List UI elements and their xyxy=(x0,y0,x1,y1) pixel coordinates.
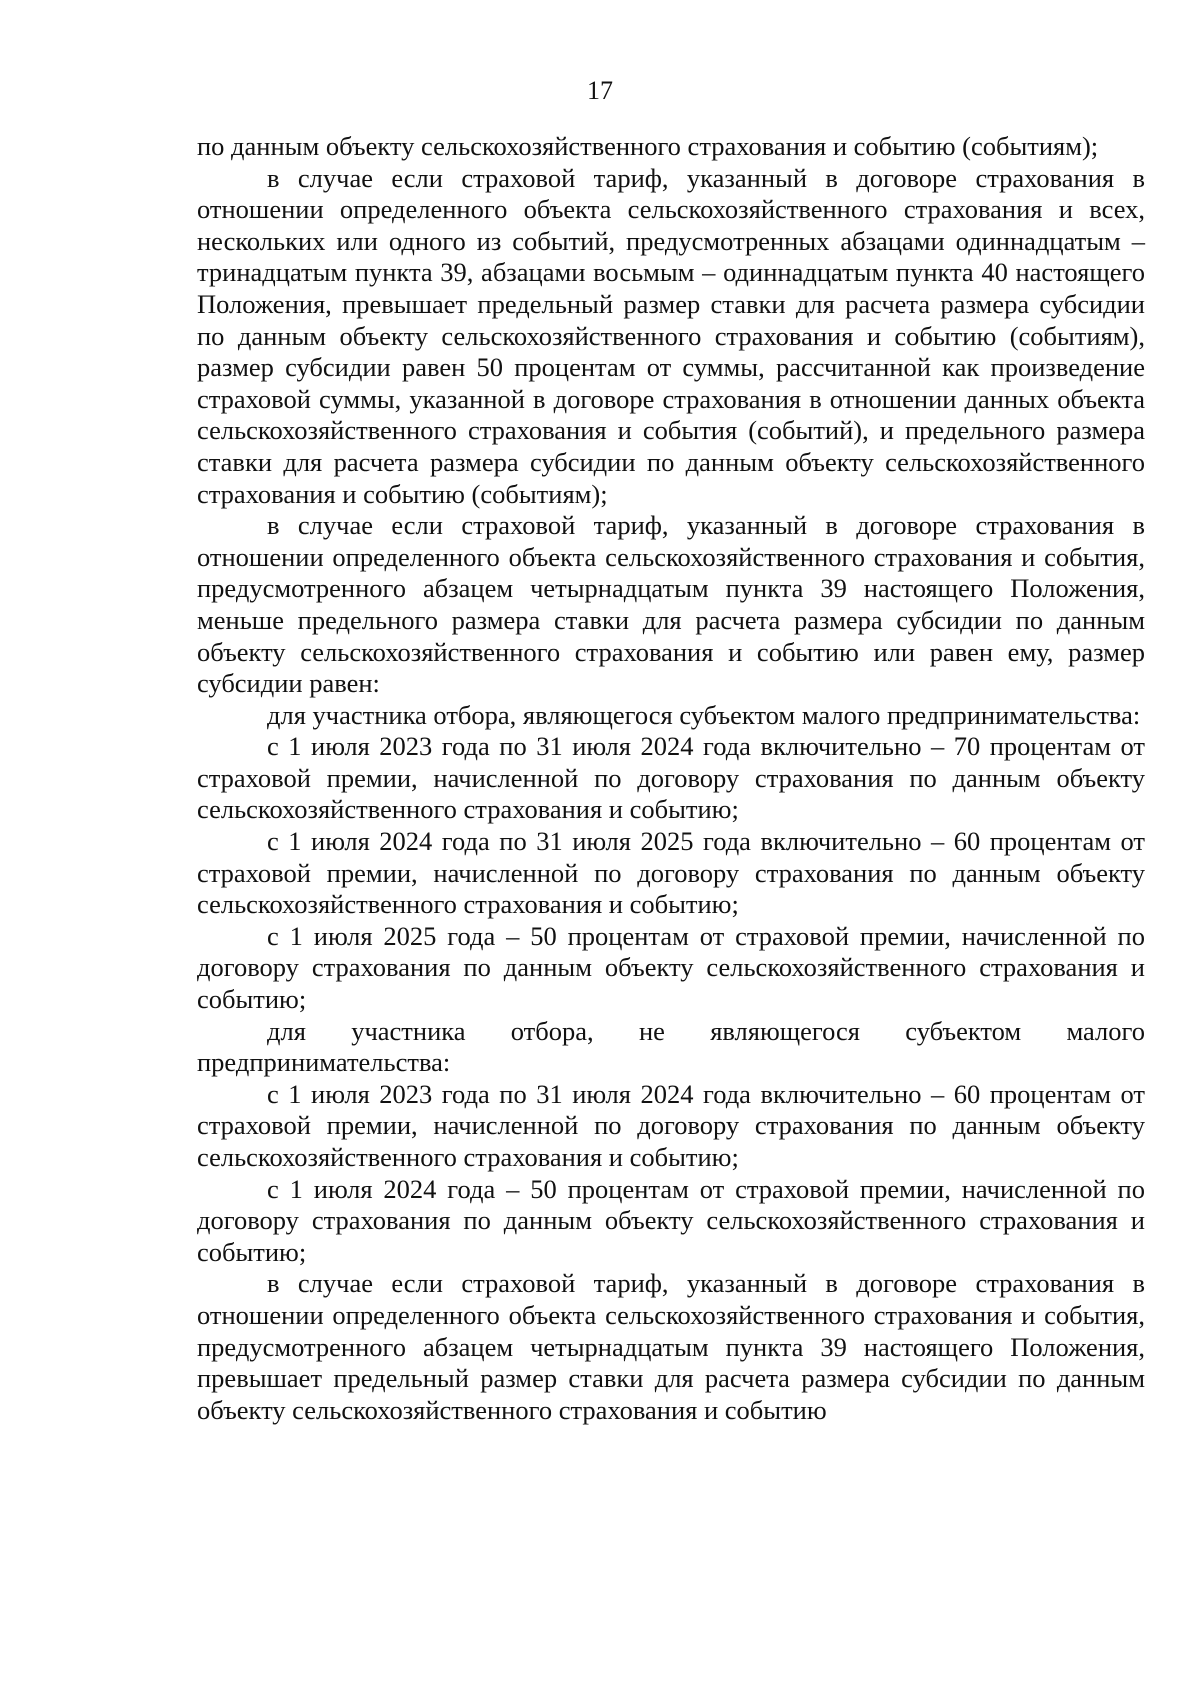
paragraph: для участника отбора, являющегося субъектом малого предпринимательства: xyxy=(267,699,1141,730)
paragraph: по данным объекту сельскохозяйственного страхования и событию (событиям); xyxy=(197,131,1099,161)
paragraph: с 1 июля 2024 года – 50 процентам от страховой премии, начисленной по договору страхования по данным объекту сельскохозяйственного страхования и событию; xyxy=(197,1173,1145,1267)
page-number: 17 xyxy=(587,76,613,105)
paragraph: с 1 июля 2023 года по 31 июля 2024 года включительно – 70 процентам от страховой премии, начисленной по договору страхования по данным объекту сельскохозяйственного страхования и событию; xyxy=(197,731,1145,825)
document-body xyxy=(197,131,1145,1426)
paragraph: в случае если страховой тариф, указанный в договоре страхования в отношении определенного объекта сельскохозяйственного страхования и всех, нескольких или одного из событий, предусмотренных абзацами одиннадцатым – тринадцатым пункта 39, абзацами восьмым – одиннадцатым пункта 40 настоящего Положения, превышает предельный размер ставки для расчета размера субсидии по данным объекту сельскохозяйственного страхования и событию (событиям), размер субсидии равен 50 процентам от суммы, рассчитанной как произведение страховой суммы, указанной в договоре страхования в отношении данных объекта сельскохозяйственного страхования и события (событий), и предельного размера ставки для расчета размера субсидии по данным объекту сельскохозяйственного страхования и событию (событиям); xyxy=(197,162,1145,509)
paragraph: с 1 июля 2023 года по 31 июля 2024 года включительно – 60 процентам от страховой премии, начисленной по договору страхования по данным объекту сельскохозяйственного страхования и событию; xyxy=(197,1078,1145,1172)
paragraph: в случае если страховой тариф, указанный в договоре страхования в отношении определенного объекта сельскохозяйственного страхования и события, предусмотренного абзацем четырнадцатым пункта 39 настоящего Положения, превышает предельный размер ставки для расчета размера субсидии по данным объекту сельскохозяйственного страхования и событию xyxy=(197,1268,1145,1425)
paragraph: для участника отбора, не являющегося субъектом малого предпринимательства: xyxy=(197,1015,1145,1078)
paragraph: с 1 июля 2025 года – 50 процентам от страховой премии, начисленной по договору страхования по данным объекту сельскохозяйственного страхования и событию; xyxy=(197,920,1145,1015)
paragraph: в случае если страховой тариф, указанный в договоре страхования в отношении определенного объекта сельскохозяйственного страхования и события, предусмотренного абзацем четырнадцатым пункта 39 настоящего Положения, меньше предельного размера ставки для расчета размера субсидии по данным объекту сельскохозяйственного страхования и событию или равен ему, размер субсидии равен: xyxy=(197,510,1145,699)
paragraph: с 1 июля 2024 года по 31 июля 2025 года включительно – 60 процентам от страховой премии, начисленной по договору страхования по данным объекту сельскохозяйственного страхования и событию; xyxy=(197,826,1145,920)
